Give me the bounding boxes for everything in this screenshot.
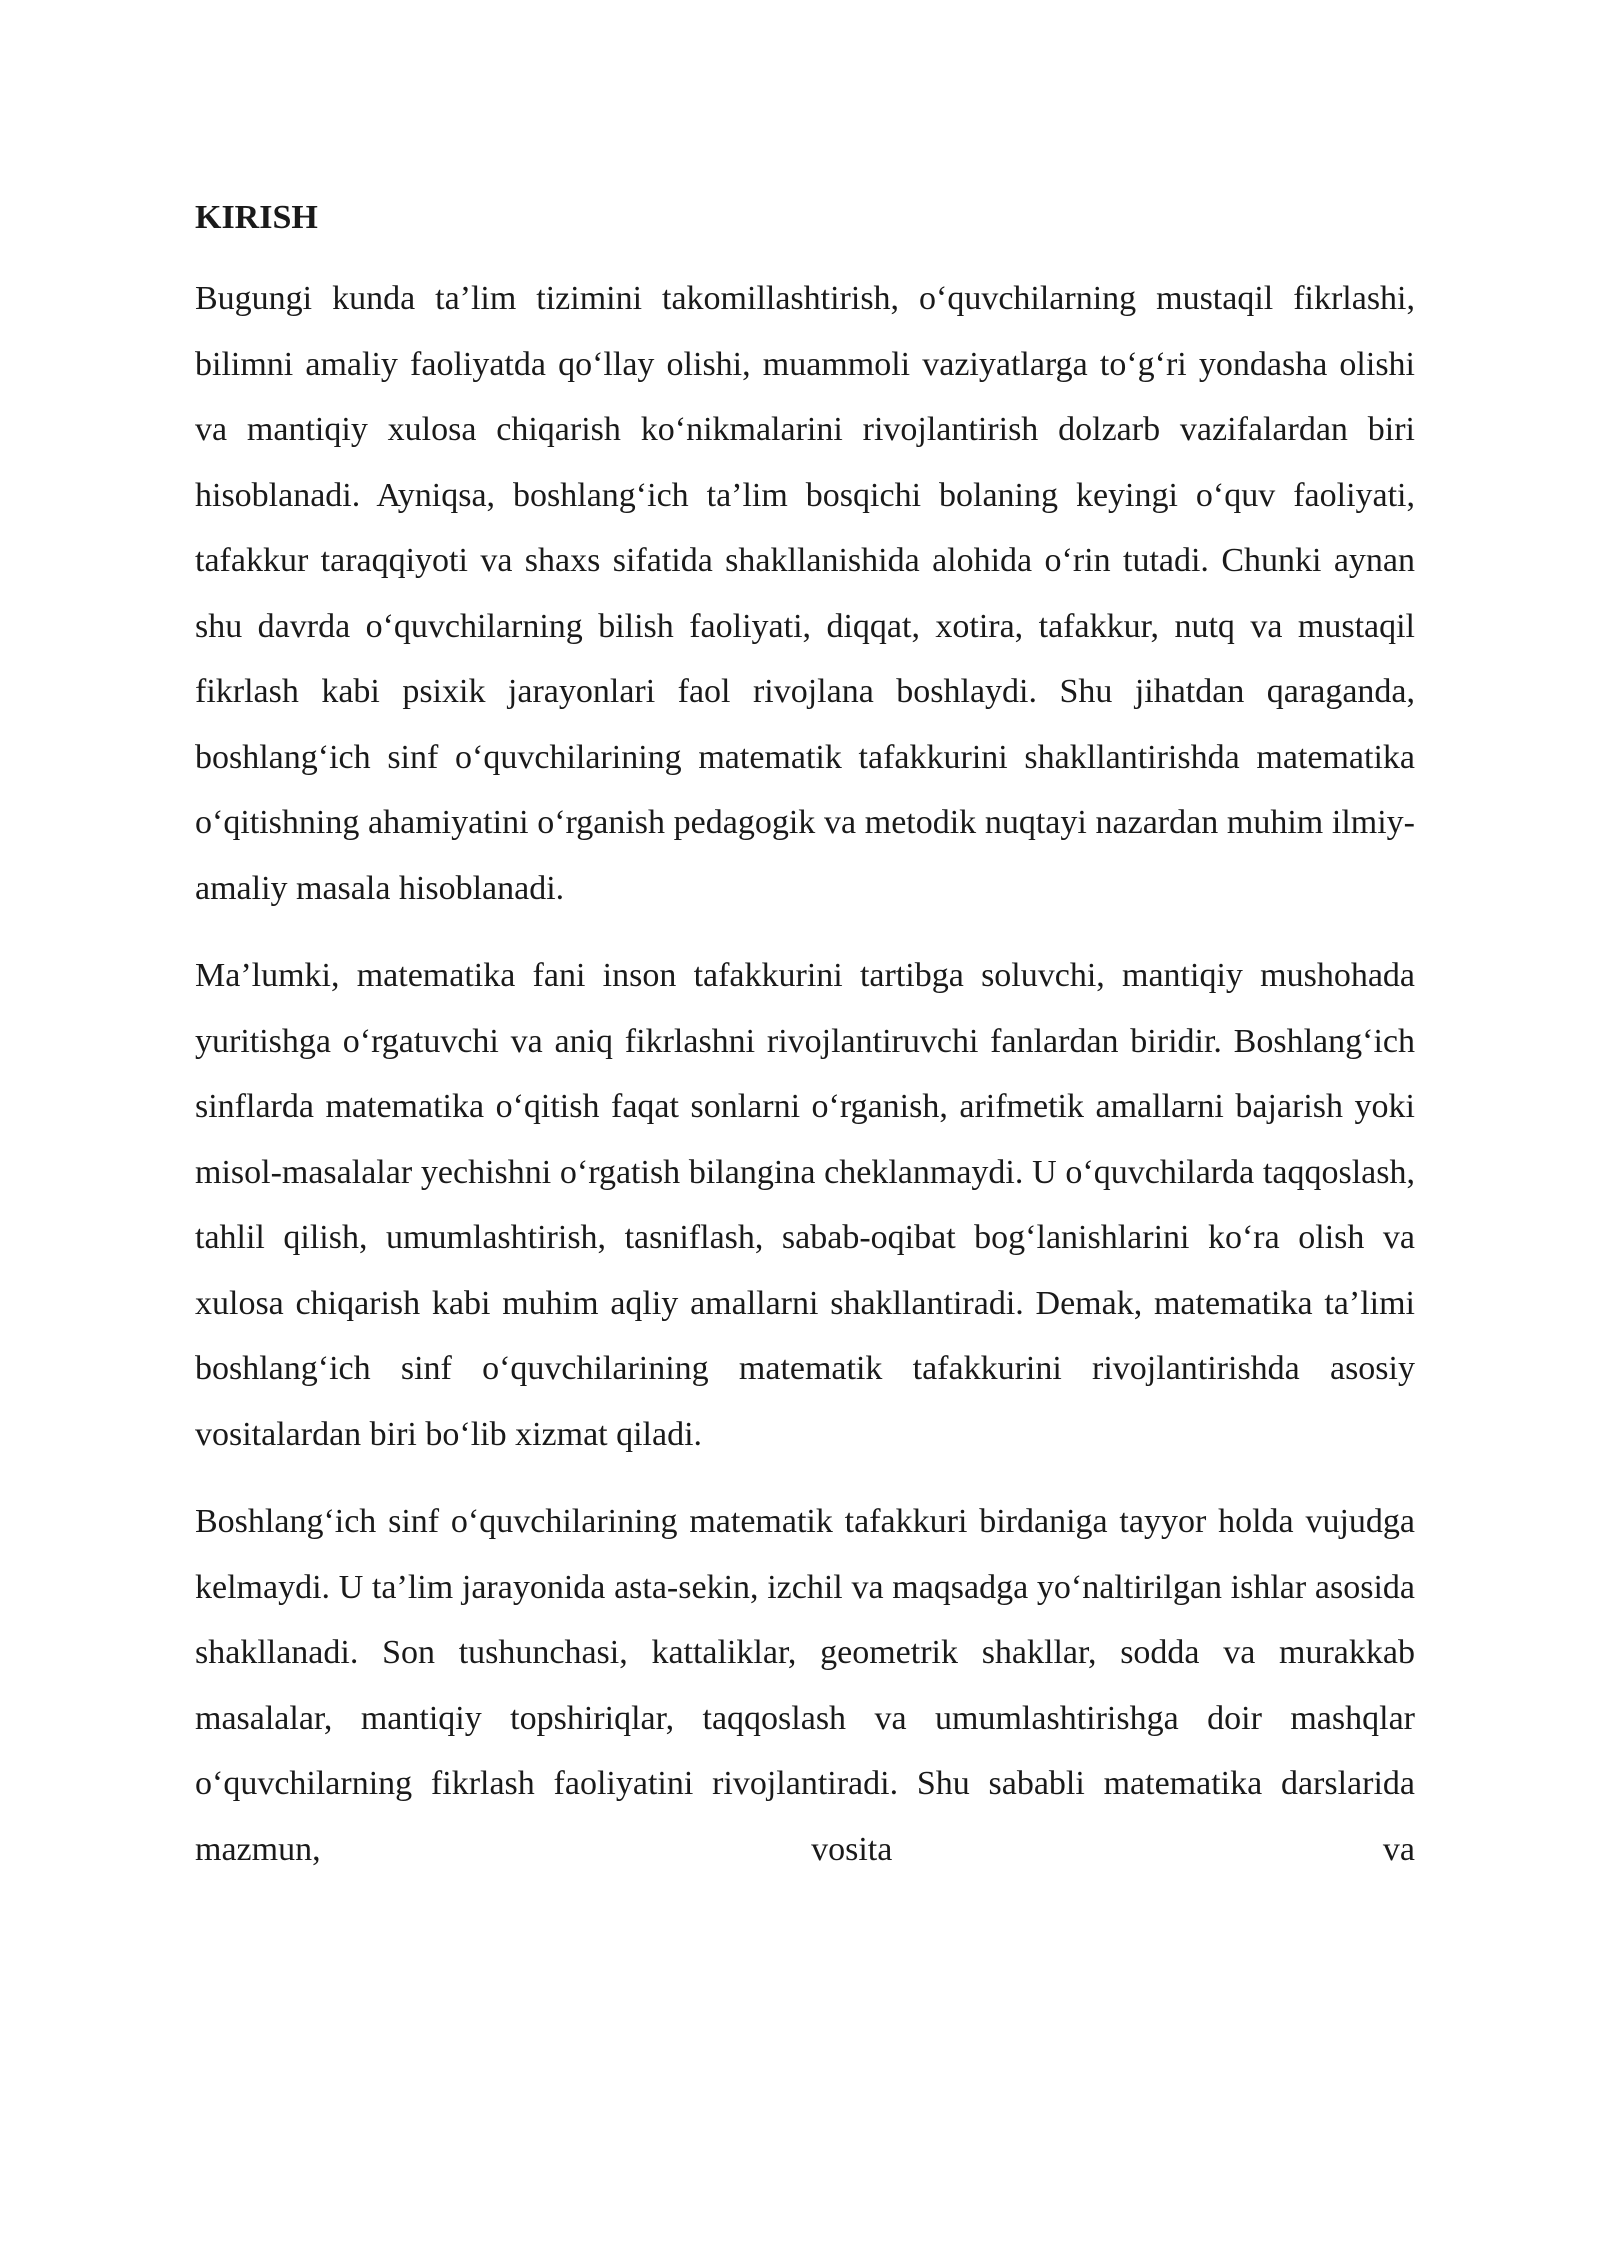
paragraph-2: Ma’lumki, matematika fani inson tafakkurini tartibga soluvchi, mantiqiy mushohada yuritishga o‘rgatuvchi va aniq fikrlashni rivojlantiruvchi fanlardan biridir. Boshlang‘ich sinflarda matematika o‘qitish faqat sonlarni o‘rganish, arifmetik amallarni bajarish yoki misol-masalalar yechishni o‘rgatish bilangina cheklanmaydi. U o‘quvchilarda taqqoslash, tahlil qilish, umumlashtirish, tasniflash, sabab-oqibat bog‘lanishlarini ko‘ra olish va xulosa chiqarish kabi muhim aqliy amallarni shakllantiradi. Demak, matematika ta’limi boshlang‘ich sinf o‘quvchilarining matematik tafakkurini rivojlantirishda asosiy vositalardan biri bo‘lib xizmat qiladi. — [195, 957, 1415, 1453]
paragraph-3: Boshlang‘ich sinf o‘quvchilarining matematik tafakkuri birdaniga tayyor holda vujudga kelmaydi. U ta’lim jarayonida asta-sekin, izchil va maqsadga yo‘naltirilgan ishlar asosida shakllanadi. Son tushunchasi, kattaliklar, geometrik shakllar, sodda va murakkab masalalar, mantiqiy topshiriqlar, taqqoslash va umumlashtirishga doir mashqlar o‘quvchilarning fikrlash faoliyatini rivojlantiradi. Shu sababli matematika darslarida mazmun, vosita va — [195, 1503, 1415, 1868]
section-heading: KIRISH — [195, 199, 318, 236]
paragraph-1: Bugungi kunda ta’lim tizimini takomillashtirish, o‘quvchilarning mustaqil fikrlashi, bilimni amaliy faoliyatda qo‘llay olishi, muammoli vaziyatlarga to‘g‘ri yondasha olishi va mantiqiy xulosa chiqarish ko‘nikmalarini rivojlantirish dolzarb vazifalardan biri hisoblanadi. Ayniqsa, boshlang‘ich ta’lim bosqichi bolaning keyingi o‘quv faoliyati, tafakkur taraqqiyoti va shaxs sifatida shakllanishida alohida o‘rin tutadi. Chunki aynan shu davrda o‘quvchilarning bilish faoliyati, diqqat, xotira, tafakkur, nutq va mustaqil fikrlash kabi psixik jarayonlari faol rivojlana boshlaydi. Shu jihatdan qaraganda, boshlang‘ich sinf o‘quvchilarining matematik tafakkurini shakllantirishda matematika o‘qitishning ahamiyatini o‘rganish pedagogik va metodik nuqtayi nazardan muhim ilmiy-amaliy masala hisoblanadi. — [195, 280, 1415, 907]
document-body — [195, 190, 1415, 1904]
